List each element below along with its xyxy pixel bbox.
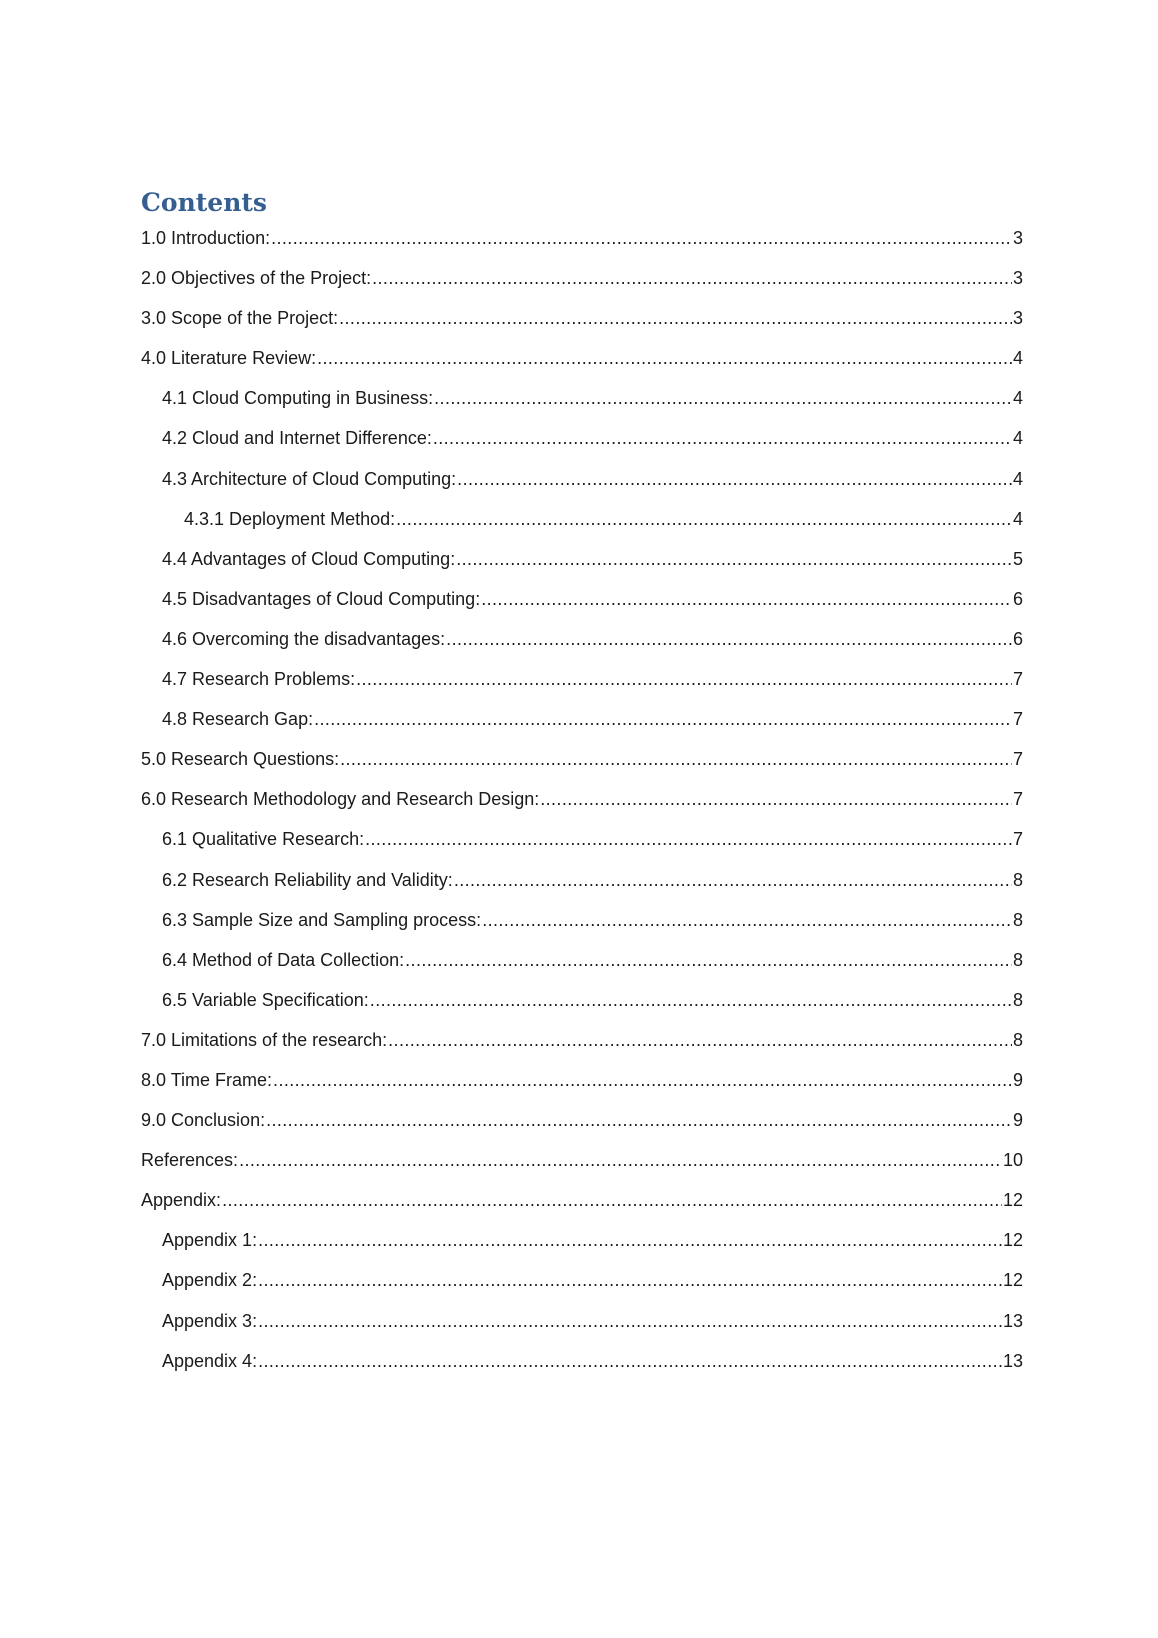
toc-dot-leader bbox=[434, 384, 1012, 412]
toc-entry-label: 4.2 Cloud and Internet Difference: bbox=[162, 428, 432, 449]
toc-dot-leader bbox=[271, 224, 1012, 252]
toc-dot-leader bbox=[258, 1307, 1002, 1335]
toc-entry-page-number: 8 bbox=[1012, 909, 1023, 930]
toc-entry[interactable] bbox=[141, 264, 1023, 304]
toc-entry-page-number: 4 bbox=[1012, 388, 1023, 409]
toc-entry-page-number: 7 bbox=[1012, 749, 1023, 770]
toc-entry-label: Appendix 2: bbox=[162, 1270, 258, 1291]
toc-entry[interactable] bbox=[141, 344, 1023, 384]
toc-dot-leader bbox=[273, 1066, 1012, 1094]
toc-entry-label: 2.0 Objectives of the Project: bbox=[141, 268, 372, 289]
toc-entry[interactable] bbox=[141, 585, 1023, 625]
toc-entry-page-number: 7 bbox=[1012, 829, 1023, 850]
toc-entry-label: Appendix: bbox=[141, 1190, 222, 1211]
toc-entry[interactable] bbox=[141, 946, 1023, 986]
toc-entry-label: 4.0 Literature Review: bbox=[141, 348, 317, 369]
toc-entry-page-number: 12 bbox=[1002, 1270, 1023, 1291]
toc-entry-label: 4.6 Overcoming the disadvantages: bbox=[162, 628, 446, 649]
toc-entry-page-number: 6 bbox=[1012, 588, 1023, 609]
toc-dot-leader bbox=[396, 505, 1012, 533]
toc-entry-page-number: 9 bbox=[1012, 1069, 1023, 1090]
toc-entry-label: 1.0 Introduction: bbox=[141, 228, 271, 248]
toc-entry-page-number: 7 bbox=[1012, 709, 1023, 730]
toc-dot-leader bbox=[370, 986, 1012, 1014]
toc-entry-page-number: 3 bbox=[1012, 228, 1023, 248]
toc-entry[interactable] bbox=[141, 1307, 1023, 1347]
toc-entry-page-number: 8 bbox=[1012, 989, 1023, 1010]
toc-heading: Contents bbox=[141, 188, 268, 217]
toc-entry[interactable] bbox=[141, 1026, 1023, 1066]
toc-entry[interactable] bbox=[141, 665, 1023, 705]
toc-entry-label: Appendix 3: bbox=[162, 1310, 258, 1331]
toc-entry-label: 6.2 Research Reliability and Validity: bbox=[162, 869, 453, 890]
toc-entry-page-number: 13 bbox=[1002, 1350, 1023, 1371]
toc-entry-label: 4.4 Advantages of Cloud Computing: bbox=[162, 548, 456, 569]
toc-entry[interactable] bbox=[141, 1226, 1023, 1266]
toc-entry[interactable] bbox=[141, 825, 1023, 865]
toc-dot-leader bbox=[222, 1186, 1002, 1214]
toc-entry-label: Appendix 4: bbox=[162, 1350, 258, 1371]
toc-dot-leader bbox=[340, 745, 1012, 773]
toc-entry-label: 4.8 Research Gap: bbox=[162, 709, 314, 730]
toc-entry-label: 6.3 Sample Size and Sampling process: bbox=[162, 909, 482, 930]
toc-dot-leader bbox=[446, 625, 1012, 653]
toc-entry-label: 4.3 Architecture of Cloud Computing: bbox=[162, 468, 457, 489]
toc-dot-leader bbox=[482, 906, 1012, 934]
toc-dot-leader bbox=[372, 264, 1012, 292]
toc-entry[interactable] bbox=[141, 304, 1023, 344]
toc-entry[interactable] bbox=[141, 866, 1023, 906]
toc-entry[interactable] bbox=[141, 906, 1023, 946]
toc-entry[interactable] bbox=[141, 705, 1023, 745]
toc-entry-label: 4.1 Cloud Computing in Business: bbox=[162, 388, 434, 409]
toc-entry[interactable] bbox=[141, 424, 1023, 464]
toc-entry[interactable] bbox=[141, 1347, 1023, 1387]
toc-dot-leader bbox=[258, 1226, 1002, 1254]
toc-entry-page-number: 7 bbox=[1012, 669, 1023, 690]
toc-entry[interactable] bbox=[141, 1266, 1023, 1306]
toc-dot-leader bbox=[314, 705, 1012, 733]
toc-entry-page-number: 9 bbox=[1012, 1110, 1023, 1131]
toc-entry-label: 4.5 Disadvantages of Cloud Computing: bbox=[162, 588, 481, 609]
toc-entry-label: References: bbox=[141, 1150, 239, 1171]
toc-dot-leader bbox=[433, 424, 1012, 452]
toc-entry-label: 6.1 Qualitative Research: bbox=[162, 829, 365, 850]
toc-entry[interactable] bbox=[141, 785, 1023, 825]
toc-entry[interactable] bbox=[141, 545, 1023, 585]
table-of-contents bbox=[141, 224, 1023, 1387]
toc-entry-label: Appendix 1: bbox=[162, 1230, 258, 1251]
toc-entry[interactable] bbox=[141, 384, 1023, 424]
toc-entry-page-number: 12 bbox=[1002, 1230, 1023, 1251]
toc-dot-leader bbox=[266, 1106, 1012, 1134]
toc-entry-page-number: 13 bbox=[1002, 1310, 1023, 1331]
toc-dot-leader bbox=[239, 1146, 1002, 1174]
toc-entry-label: 6.5 Variable Specification: bbox=[162, 989, 369, 1010]
toc-entry[interactable] bbox=[141, 745, 1023, 785]
toc-entry[interactable] bbox=[141, 505, 1023, 545]
toc-dot-leader bbox=[481, 585, 1012, 613]
toc-entry-label: 8.0 Time Frame: bbox=[141, 1069, 273, 1090]
toc-entry-page-number: 6 bbox=[1012, 628, 1023, 649]
toc-entry-page-number: 3 bbox=[1012, 308, 1023, 329]
toc-entry-label: 3.0 Scope of the Project: bbox=[141, 308, 339, 329]
toc-entry-page-number: 4 bbox=[1012, 508, 1023, 529]
toc-dot-leader bbox=[356, 665, 1012, 693]
toc-entry-page-number: 8 bbox=[1012, 869, 1023, 890]
toc-entry[interactable] bbox=[141, 1186, 1023, 1226]
toc-entry-label: 4.7 Research Problems: bbox=[162, 669, 356, 690]
toc-dot-leader bbox=[339, 304, 1012, 332]
toc-entry-label: 4.3.1 Deployment Method: bbox=[184, 508, 396, 529]
toc-entry-page-number: 4 bbox=[1012, 468, 1023, 489]
toc-dot-leader bbox=[540, 785, 1012, 813]
toc-dot-leader bbox=[317, 344, 1012, 372]
toc-entry[interactable] bbox=[141, 465, 1023, 505]
toc-dot-leader bbox=[456, 545, 1012, 573]
toc-entry[interactable] bbox=[141, 1066, 1023, 1106]
toc-entry-page-number: 10 bbox=[1002, 1150, 1023, 1171]
toc-entry-page-number: 7 bbox=[1012, 789, 1023, 810]
toc-dot-leader bbox=[258, 1347, 1002, 1375]
toc-entry-label: 6.4 Method of Data Collection: bbox=[162, 949, 405, 970]
toc-entry-label: 5.0 Research Questions: bbox=[141, 749, 340, 770]
toc-entry-page-number: 8 bbox=[1012, 949, 1023, 970]
toc-entry-label: 9.0 Conclusion: bbox=[141, 1110, 266, 1131]
toc-entry-page-number: 4 bbox=[1012, 348, 1023, 369]
toc-entry-page-number: 12 bbox=[1002, 1190, 1023, 1211]
toc-entry[interactable] bbox=[141, 1146, 1023, 1186]
toc-dot-leader bbox=[258, 1266, 1002, 1294]
toc-dot-leader bbox=[454, 866, 1012, 894]
toc-entry-page-number: 8 bbox=[1012, 1029, 1023, 1050]
toc-entry-page-number: 4 bbox=[1012, 428, 1023, 449]
toc-entry[interactable] bbox=[141, 986, 1023, 1026]
toc-entry-page-number: 3 bbox=[1012, 268, 1023, 289]
toc-entry-page-number: 5 bbox=[1012, 548, 1023, 569]
toc-entry[interactable] bbox=[141, 224, 1023, 264]
toc-dot-leader bbox=[388, 1026, 1012, 1054]
toc-entry-label: 7.0 Limitations of the research: bbox=[141, 1029, 388, 1050]
toc-dot-leader bbox=[457, 465, 1012, 493]
toc-entry[interactable] bbox=[141, 1106, 1023, 1146]
toc-entry[interactable] bbox=[141, 625, 1023, 665]
toc-entry-label: 6.0 Research Methodology and Research Design: bbox=[141, 789, 540, 810]
toc-dot-leader bbox=[405, 946, 1012, 974]
toc-dot-leader bbox=[365, 825, 1012, 853]
